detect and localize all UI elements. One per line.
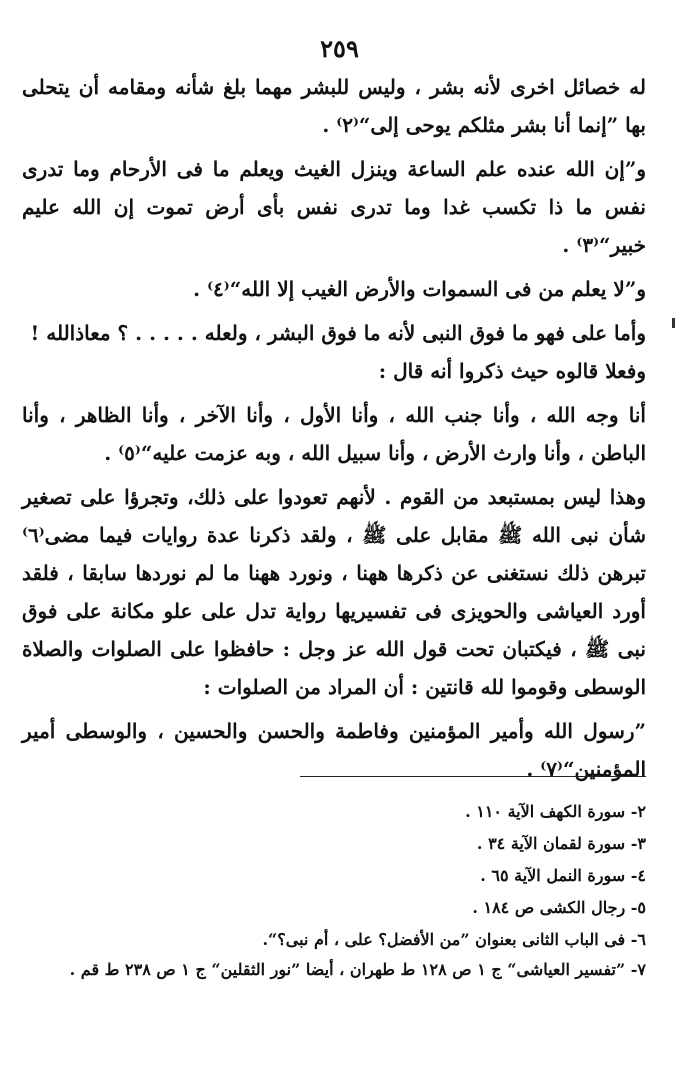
footnote-4: ٤- سورة النمل الآية ٦٥ . bbox=[480, 866, 646, 885]
paragraph-5: وفعلا قالوه حيث ذكروا أنه قال : bbox=[378, 359, 646, 383]
body-text bbox=[22, 68, 646, 794]
paragraph-4: وأما على فهو ما فوق النبى لأنه ما فوق البشر ، ولعله . . . . . ؟ معاذالله ! bbox=[30, 321, 646, 345]
footnote-5: ٥- رجال الكشى ص ١٨٤ . bbox=[472, 898, 646, 917]
footnote-2: ٢- سورة الكهف الآية ١١٠ . bbox=[465, 802, 646, 821]
footnote-7: ٧- ”تفسير العياشى“ ج ١ ص ١٢٨ ط طهران ، أيضا ”نور الثقلين“ ج ١ ص ٢٣٨ ط قم . bbox=[69, 960, 646, 979]
page-number: ٢٥٩ bbox=[320, 34, 359, 63]
paragraph-3: و”لا يعلم من فى السموات والأرض الغيب إلا الله“⁽٤⁾ . bbox=[193, 277, 646, 301]
footnotes bbox=[22, 796, 646, 984]
footnote-3: ٣- سورة لقمان الآية ٣٤ . bbox=[476, 834, 646, 853]
paragraph-1: له خصائل اخرى لأنه بشر ، وليس للبشر مهما بلغ شأنه ومقامه أن يتحلى بها ”إنما أنا بشر مثلكم يوحى إلى“⁽٢⁾ . bbox=[22, 75, 646, 137]
footnote-divider bbox=[300, 776, 646, 777]
footnote-6: ٦- فى الباب الثانى بعنوان ”من الأفضل؟ على ، أم نبى؟“. bbox=[262, 930, 646, 949]
paragraph-8: ”رسول الله وأمير المؤمنين وفاطمة والحسن والحسين ، والوسطى أمير المؤمنين“⁽٧⁾ . bbox=[22, 719, 646, 781]
paragraph-6: أنا وجه الله ، وأنا جنب الله ، وأنا الأول ، وأنا الآخر ، وأنا الظاهر ، وأنا الباطن ، وأنا وارث الأرض ، وأنا سبيل الله ، وبه عزمت عليه“⁽٥⁾ . bbox=[22, 403, 646, 465]
margin-mark bbox=[672, 318, 675, 328]
paragraph-2: و”إن الله عنده علم الساعة وينزل الغيث ويعلم ما فى الأرحام وما تدرى نفس ما ذا تكسب غدا وما تدرى نفس بأى أرض تموت إن الله عليم خبير“⁽٣⁾ . bbox=[22, 157, 646, 257]
paragraph-7: وهذا ليس بمستبعد من القوم . لأنهم تعودوا على ذلك، وتجرؤا على تصغير شأن نبى الله ﷺ مقابل على ﷺ ، ولقد ذكرنا عدة روايات فيما مضى⁽٦⁾ تبرهن ذلك نستغنى عن ذكرها ههنا ، ونورد ههنا ما لم نوردها سابقا ، فلقد أورد العياشى والحويزى فى تفسيريها رواية تدل على علو مكانة على فوق نبى ﷺ ، فيكتبان تحت قول الله عز وجل : حافظوا على الصلوات والصلاة الوسطى وقوموا لله قانتين : أن المراد من الصلوات : bbox=[22, 485, 646, 699]
